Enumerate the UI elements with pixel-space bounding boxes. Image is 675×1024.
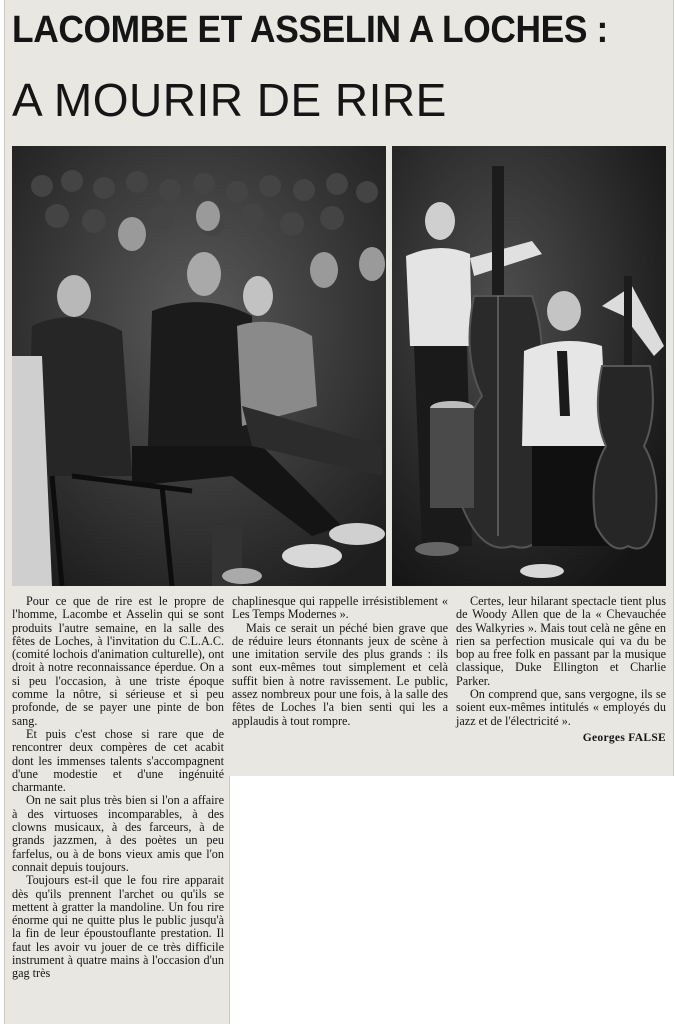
author-signature: Georges FALSE bbox=[582, 731, 666, 744]
article-column-2 bbox=[232, 595, 448, 770]
subheadline: A MOURIR DE RIRE bbox=[12, 74, 447, 126]
paragraph: Pour ce que de rire est le propre de l'homme, Lacombe et Asselin qui se sont produits l'autre semaine, en la salle des fêtes de Loches, à l'invitation du C.L.A.C. (comité lochois d'animation culturelle), ont droit à notre reconnaissance éperdue. On a si peu l'occasion, à une triste époque comme la nôtre, si sérieuse et si peu profonde, de se payer une pinte de bon sang. bbox=[12, 594, 224, 728]
musicians-photo bbox=[392, 146, 666, 586]
paragraph: Certes, leur hilarant spectacle tient plus de Woody Allen que de la « Chevauchée des Walkyries ». Mais tout celà ne gêne en rien sa perfection musicale qui va du be bop au free folk en passant par la musique classique, Duke Ellington et Charlie Parker. bbox=[456, 594, 666, 688]
paragraph: On ne sait plus très bien si l'on a affaire à des virtuoses incomparables, à des clowns musicaux, à des farceurs, à de grands jazzmen, à des poètes un peu farfelus, ou à de bons vieux amis que l'on connait depuis toujours. bbox=[12, 793, 224, 874]
audience-photo bbox=[12, 146, 386, 586]
article-column-1 bbox=[12, 595, 224, 1020]
headline: LACOMBE ET ASSELIN A LOCHES : bbox=[12, 9, 608, 51]
paragraph: chaplinesque qui rappelle irrésistiblement « Les Temps Modernes ». bbox=[232, 594, 448, 622]
paragraph: Toujours est-il que le fou rire apparait dès qu'ils prennent l'archet ou qu'ils se mettent à gratter la mandoline. Un fou rire énorme qui ne quitte plus le public jusqu'à la fin de leur époustouflante prestation. Il faut les avoir vu jouer de ce très difficile instrument à quatre mains à l'occasion d'un gag très bbox=[12, 873, 224, 981]
paragraph: On comprend que, sans vergogne, ils se soient eux-mêmes intitulés « employés du jazz et de l'électricité ». bbox=[456, 687, 666, 728]
paragraph: Mais ce serait un péché bien grave que de réduire leurs étonnants jeux de scène à une imitation servile des plus grands : ils sont eux-mêmes tout simplement et celà suffit bien à notre ravissement. Le public, assez nombreux pour une fois, à la salle des fêtes de Loches l'a bien senti qui les a applaudis à tout rompre. bbox=[232, 620, 448, 728]
article-column-3 bbox=[456, 595, 666, 770]
paragraph: Et puis c'est chose si rare que de rencontrer deux compères de cet acabit dont les immenses talents s'accompagnent d'une modestie et d'une ingénuité charmante. bbox=[12, 726, 224, 795]
